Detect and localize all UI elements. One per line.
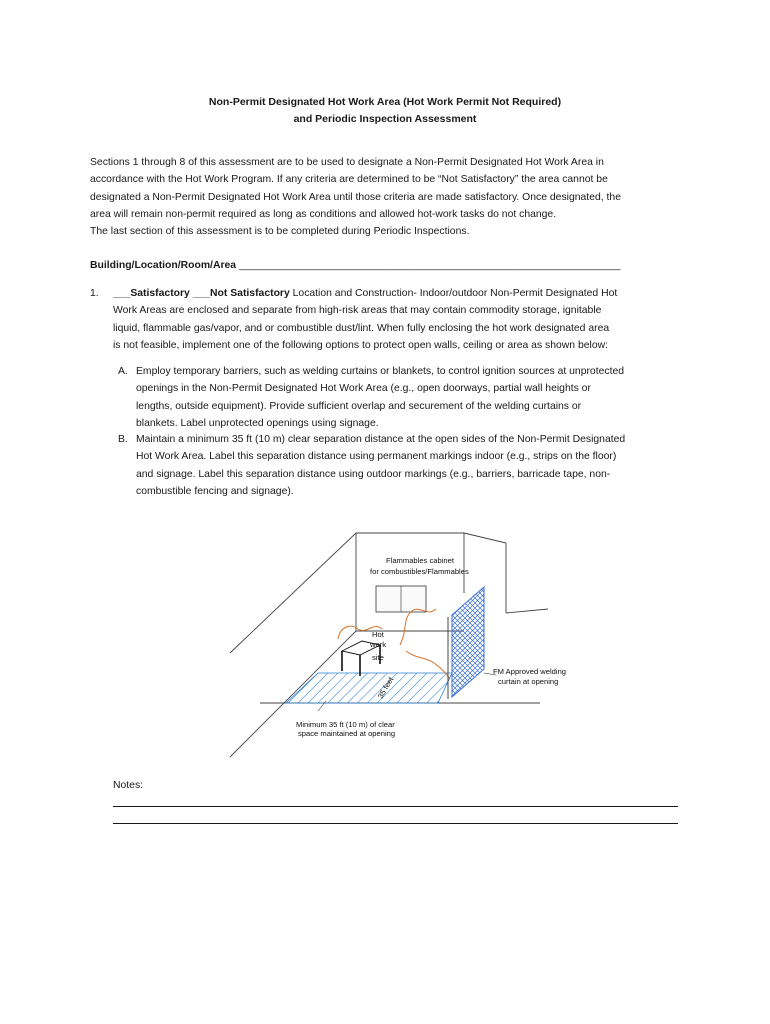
distance-label: 35 feet [375,675,396,700]
hot-work-label: work [370,640,387,649]
intro-line: The last section of this assessment is to be completed during Periodic Inspections. [90,226,470,238]
welding-curtain-icon [452,587,484,697]
intro-line: area will remain non-permit required as long as conditions and allowed hot-work tasks do not change. [90,208,557,220]
curtain-label: FM Approved welding [493,667,567,676]
section-1-line [113,285,683,302]
option-letter: B. [118,434,128,445]
intro-paragraph [90,154,690,240]
section-number: 1. [90,288,99,299]
right-wall-edge [506,609,548,613]
cabinet-label: for combustibles/Flammables [370,567,469,576]
building-location-field [90,257,620,274]
option-line: and signage. Label this separation distance using outdoor markings (e.g., barriers, barricade tape, non- [136,468,611,480]
right-wall-edge [464,533,506,543]
hot-work-label: Hot [372,630,384,639]
document-subtitle: and Periodic Inspection Assessment [293,113,477,125]
option-line: blankets. Label unprotected openings using signage. [136,417,379,429]
intro-line: accordance with the Hot Work Program. If any criteria are determined to be “Not Satisfactory” the area cannot be [90,174,608,186]
section-1-body [113,285,683,354]
intro-line: designated a Non-Permit Designated Hot Work Area until those criteria are made satisfactory. Once designated, the [90,191,621,203]
notes-line[interactable] [113,823,678,824]
hot-work-area-diagram [230,533,567,765]
notes-line[interactable] [113,806,678,807]
option-b-text [136,431,676,500]
building-location-blank[interactable]: __________________________________________________________________ [238,260,621,271]
option-line: Hot Work Area. Label this separation distance using permanent markings indoor (e.g., strips on the floor) [136,451,617,463]
curtain-label: curtain at opening [498,677,559,686]
option-line: Employ temporary barriers, such as welding curtains or blankets, to control ignition sources at unprotected [136,366,625,377]
hot-work-label: site [372,653,384,662]
option-line: combustible fencing and signage). [136,485,294,497]
cabinet-label: Flammables cabinet [386,556,454,565]
hot-work-flame-line [400,609,436,645]
satisfactory-checkbox-label[interactable]: ___Satisfactory [113,288,190,299]
option-line: Maintain a minimum 35 ft (10 m) clear separation distance at the open sides of the Non-Permit Designated [136,434,626,445]
section-1-line: liquid, flammable gas/vapor, and or combustible dust/lint. When fully enclosing the hot work designated area [113,322,610,334]
clear-space-zone [286,673,452,703]
section-1-line: Work Areas are enclosed and separate from high-risk areas that may contain commodity storage, ignitable [113,305,602,317]
document-title: Non-Permit Designated Hot Work Area (Hot Work Permit Not Required) [208,96,562,108]
option-a-text [136,363,676,432]
section-1-heading-text: Location and Construction- Indoor/outdoor Non-Permit Designated Hot [289,288,618,299]
option-letter: A. [118,366,128,377]
intro-line: Sections 1 through 8 of this assessment are to be used to designate a Non-Permit Designated Hot Work Area in [90,157,604,168]
notes-label: Notes: [113,780,144,791]
clear-space-label: Minimum 35 ft (10 m) of clear [296,720,395,729]
not-satisfactory-checkbox-label[interactable]: ___Not Satisfactory [192,288,290,299]
clear-space-label: space maintained at opening [298,729,396,738]
section-1-line: is not feasible, implement one of the following options to protect open walls, ceiling or area as shown below: [113,339,608,351]
building-location-label: Building/Location/Room/Area [90,260,237,271]
wall-edge [230,533,356,653]
option-line: lengths, outside equipment). Provide sufficient overlap and securement of the welding curtains or [136,400,582,412]
option-line: openings in the Non-Permit Designated Hot Work Area (e.g., open doorways, partial wall heights or [136,383,591,395]
